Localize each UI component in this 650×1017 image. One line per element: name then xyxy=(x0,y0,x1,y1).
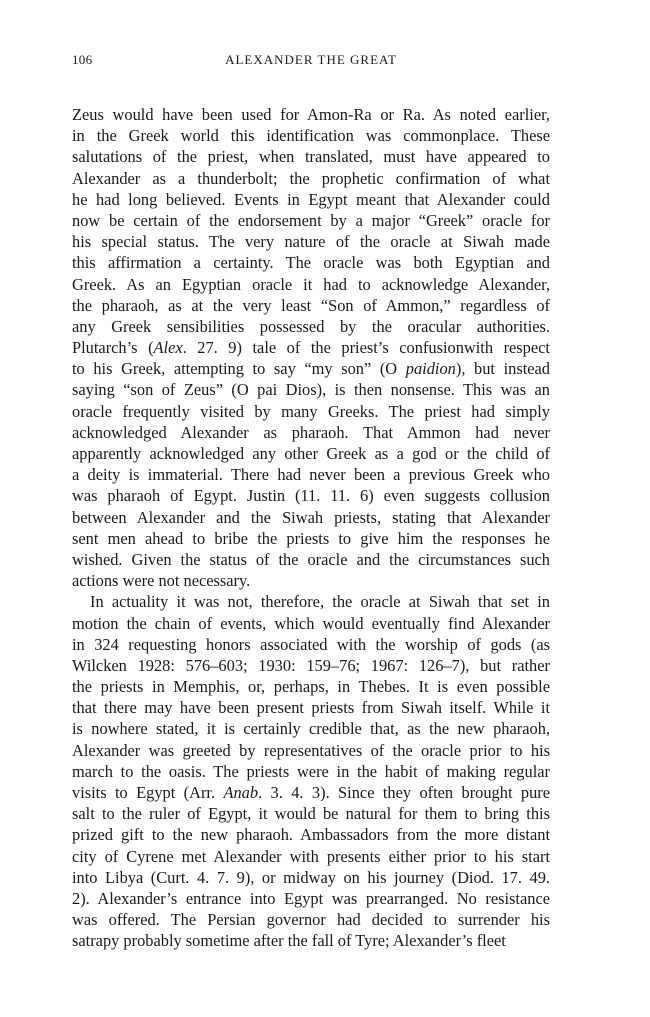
text-run: the pharaoh, as at the very least “Son of Ammon,” regardless of xyxy=(72,295,550,315)
text-run: in the Greek world this identification was commonplace. These xyxy=(72,126,550,146)
text-run: this affirmation a certainty. The oracle was both Egyptian and xyxy=(72,253,550,273)
text-run: march to the oasis. The priests were in the habit of making regular xyxy=(72,761,550,781)
text-run: ), but instead xyxy=(455,359,551,379)
text-line xyxy=(72,104,550,125)
text-line xyxy=(72,613,550,634)
text-line xyxy=(72,528,550,549)
text-line xyxy=(72,655,550,676)
text-run: into Libya (Curt. 4. 7. 9), or midway on his journey (Diod. 17. 49. xyxy=(72,867,550,887)
paragraph xyxy=(72,104,550,591)
text-line xyxy=(72,443,550,464)
text-run: Alexander as a thunderbolt; the prophetic confirmation of what xyxy=(72,168,550,188)
text-line xyxy=(72,761,550,782)
body-text xyxy=(72,104,550,952)
text-line xyxy=(72,846,550,867)
text-line xyxy=(72,909,550,930)
text-line xyxy=(72,422,550,443)
text-run: apparently acknowledged any other Greek as a god or the child of xyxy=(72,444,550,463)
text-run: sent men ahead to bribe the priests to give him the responses he xyxy=(72,528,550,548)
text-line xyxy=(72,676,550,697)
text-line xyxy=(72,591,550,612)
text-run: satrapy probably sometime after the fall of Tyre; Alexander’s fleet xyxy=(72,931,506,951)
text-run: a deity is immaterial. There had never been a previous Greek who xyxy=(72,465,550,485)
text-line xyxy=(72,168,550,189)
text-run: In actuality it was not, therefore, the oracle at Siwah that set in xyxy=(90,592,550,612)
text-line xyxy=(72,464,550,485)
book-page xyxy=(72,50,550,952)
text-line xyxy=(72,634,550,655)
text-run: prized gift to the new pharaoh. Ambassadors from the more distant xyxy=(72,825,550,845)
text-run: wished. Given the status of the oracle and the circumstances such xyxy=(72,549,550,569)
text-line xyxy=(72,803,550,824)
text-line xyxy=(72,401,550,422)
text-run: between Alexander and the Siwah priests, stating that Alexander xyxy=(72,507,550,527)
text-run: . 3. 4. 3). Since they often brought pure xyxy=(258,783,551,802)
text-line xyxy=(72,316,550,337)
running-title: ALEXANDER THE GREAT xyxy=(225,52,397,67)
text-run: that there may have been present priests from Siwah itself. While it xyxy=(72,698,550,718)
text-line xyxy=(72,888,550,909)
text-run: motion the chain of events, which would eventually find Alexander xyxy=(72,613,550,633)
text-line xyxy=(72,379,550,400)
text-run: salutations of the priest, when translated, must have appeared to xyxy=(72,147,550,167)
text-line xyxy=(72,358,550,379)
italic-title: paidion xyxy=(405,359,456,379)
text-line xyxy=(72,485,550,506)
text-line xyxy=(72,570,550,591)
text-line xyxy=(72,782,550,803)
text-run: he had long believed. Events in Egypt meant that Alexander could xyxy=(72,189,550,209)
text-line xyxy=(72,274,550,295)
text-run: was offered. The Persian governor had decided to surrender his xyxy=(72,910,550,930)
text-run: Greek. As an Egyptian oracle it had to acknowledge Alexander, xyxy=(72,274,550,294)
text-line xyxy=(72,231,550,252)
text-run: acknowledged Alexander as pharaoh. That Ammon had never xyxy=(72,422,550,442)
text-line xyxy=(72,295,550,316)
text-run: visits to Egypt (Arr. xyxy=(72,783,224,802)
text-run: is nowhere stated, it is certainly credible that, as the new pharaoh, xyxy=(72,719,550,739)
text-run: . 27. 9) tale of the priest’s confusionwith respect xyxy=(182,338,550,358)
text-run: oracle frequently visited by many Greeks. The priest had simply xyxy=(72,401,550,421)
text-run: Zeus would have been used for Amon-Ra or Ra. As noted earlier, xyxy=(72,105,550,124)
text-run: city of Cyrene met Alexander with presents either prior to his start xyxy=(72,846,550,866)
text-run: salt to the ruler of Egypt, it would be natural for them to bring this xyxy=(72,804,550,824)
text-run: in 324 requesting honors associated with the worship of gods (as xyxy=(72,634,550,654)
text-line xyxy=(72,252,550,273)
text-line xyxy=(72,824,550,845)
text-line xyxy=(72,125,550,146)
text-line xyxy=(72,718,550,739)
text-line xyxy=(72,337,550,358)
text-run: to his Greek, attempting to say “my son” (O xyxy=(72,359,406,379)
text-line xyxy=(72,930,550,951)
text-run: saying “son of Zeus” (O pai Dios), is then nonsense. This was an xyxy=(72,380,550,400)
text-run: was pharaoh of Egypt. Justin (11. 11. 6) even suggests collusion xyxy=(72,486,550,506)
text-line xyxy=(72,549,550,570)
text-line xyxy=(72,697,550,718)
italic-title: Alex xyxy=(153,338,183,358)
text-run: now be certain of the endorsement by a major “Greek” oracle for xyxy=(72,210,550,230)
text-run: Wilcken 1928: 576–603; 1930: 159–76; 1967: 126–7), but rather xyxy=(72,655,550,675)
text-line xyxy=(72,146,550,167)
text-run: Alexander was greeted by representatives of the oracle prior to his xyxy=(72,740,550,760)
running-head xyxy=(72,50,550,72)
text-run: any Greek sensibilities possessed by the oracular authorities. xyxy=(72,316,550,336)
text-run: his special status. The very nature of the oracle at Siwah made xyxy=(72,232,550,252)
text-line xyxy=(72,867,550,888)
text-run: Plutarch’s ( xyxy=(72,338,154,358)
text-run: actions were not necessary. xyxy=(72,571,251,591)
paragraph xyxy=(72,591,550,951)
text-line xyxy=(72,740,550,761)
text-run: 2). Alexander’s entrance into Egypt was prearranged. No resistance xyxy=(72,888,550,908)
page-number: 106 xyxy=(72,52,93,67)
text-run: the priests in Memphis, or, perhaps, in Thebes. It is even possible xyxy=(72,677,550,697)
italic-title: Anab xyxy=(223,783,259,802)
text-line xyxy=(72,189,550,210)
text-line xyxy=(72,210,550,231)
text-line xyxy=(72,507,550,528)
